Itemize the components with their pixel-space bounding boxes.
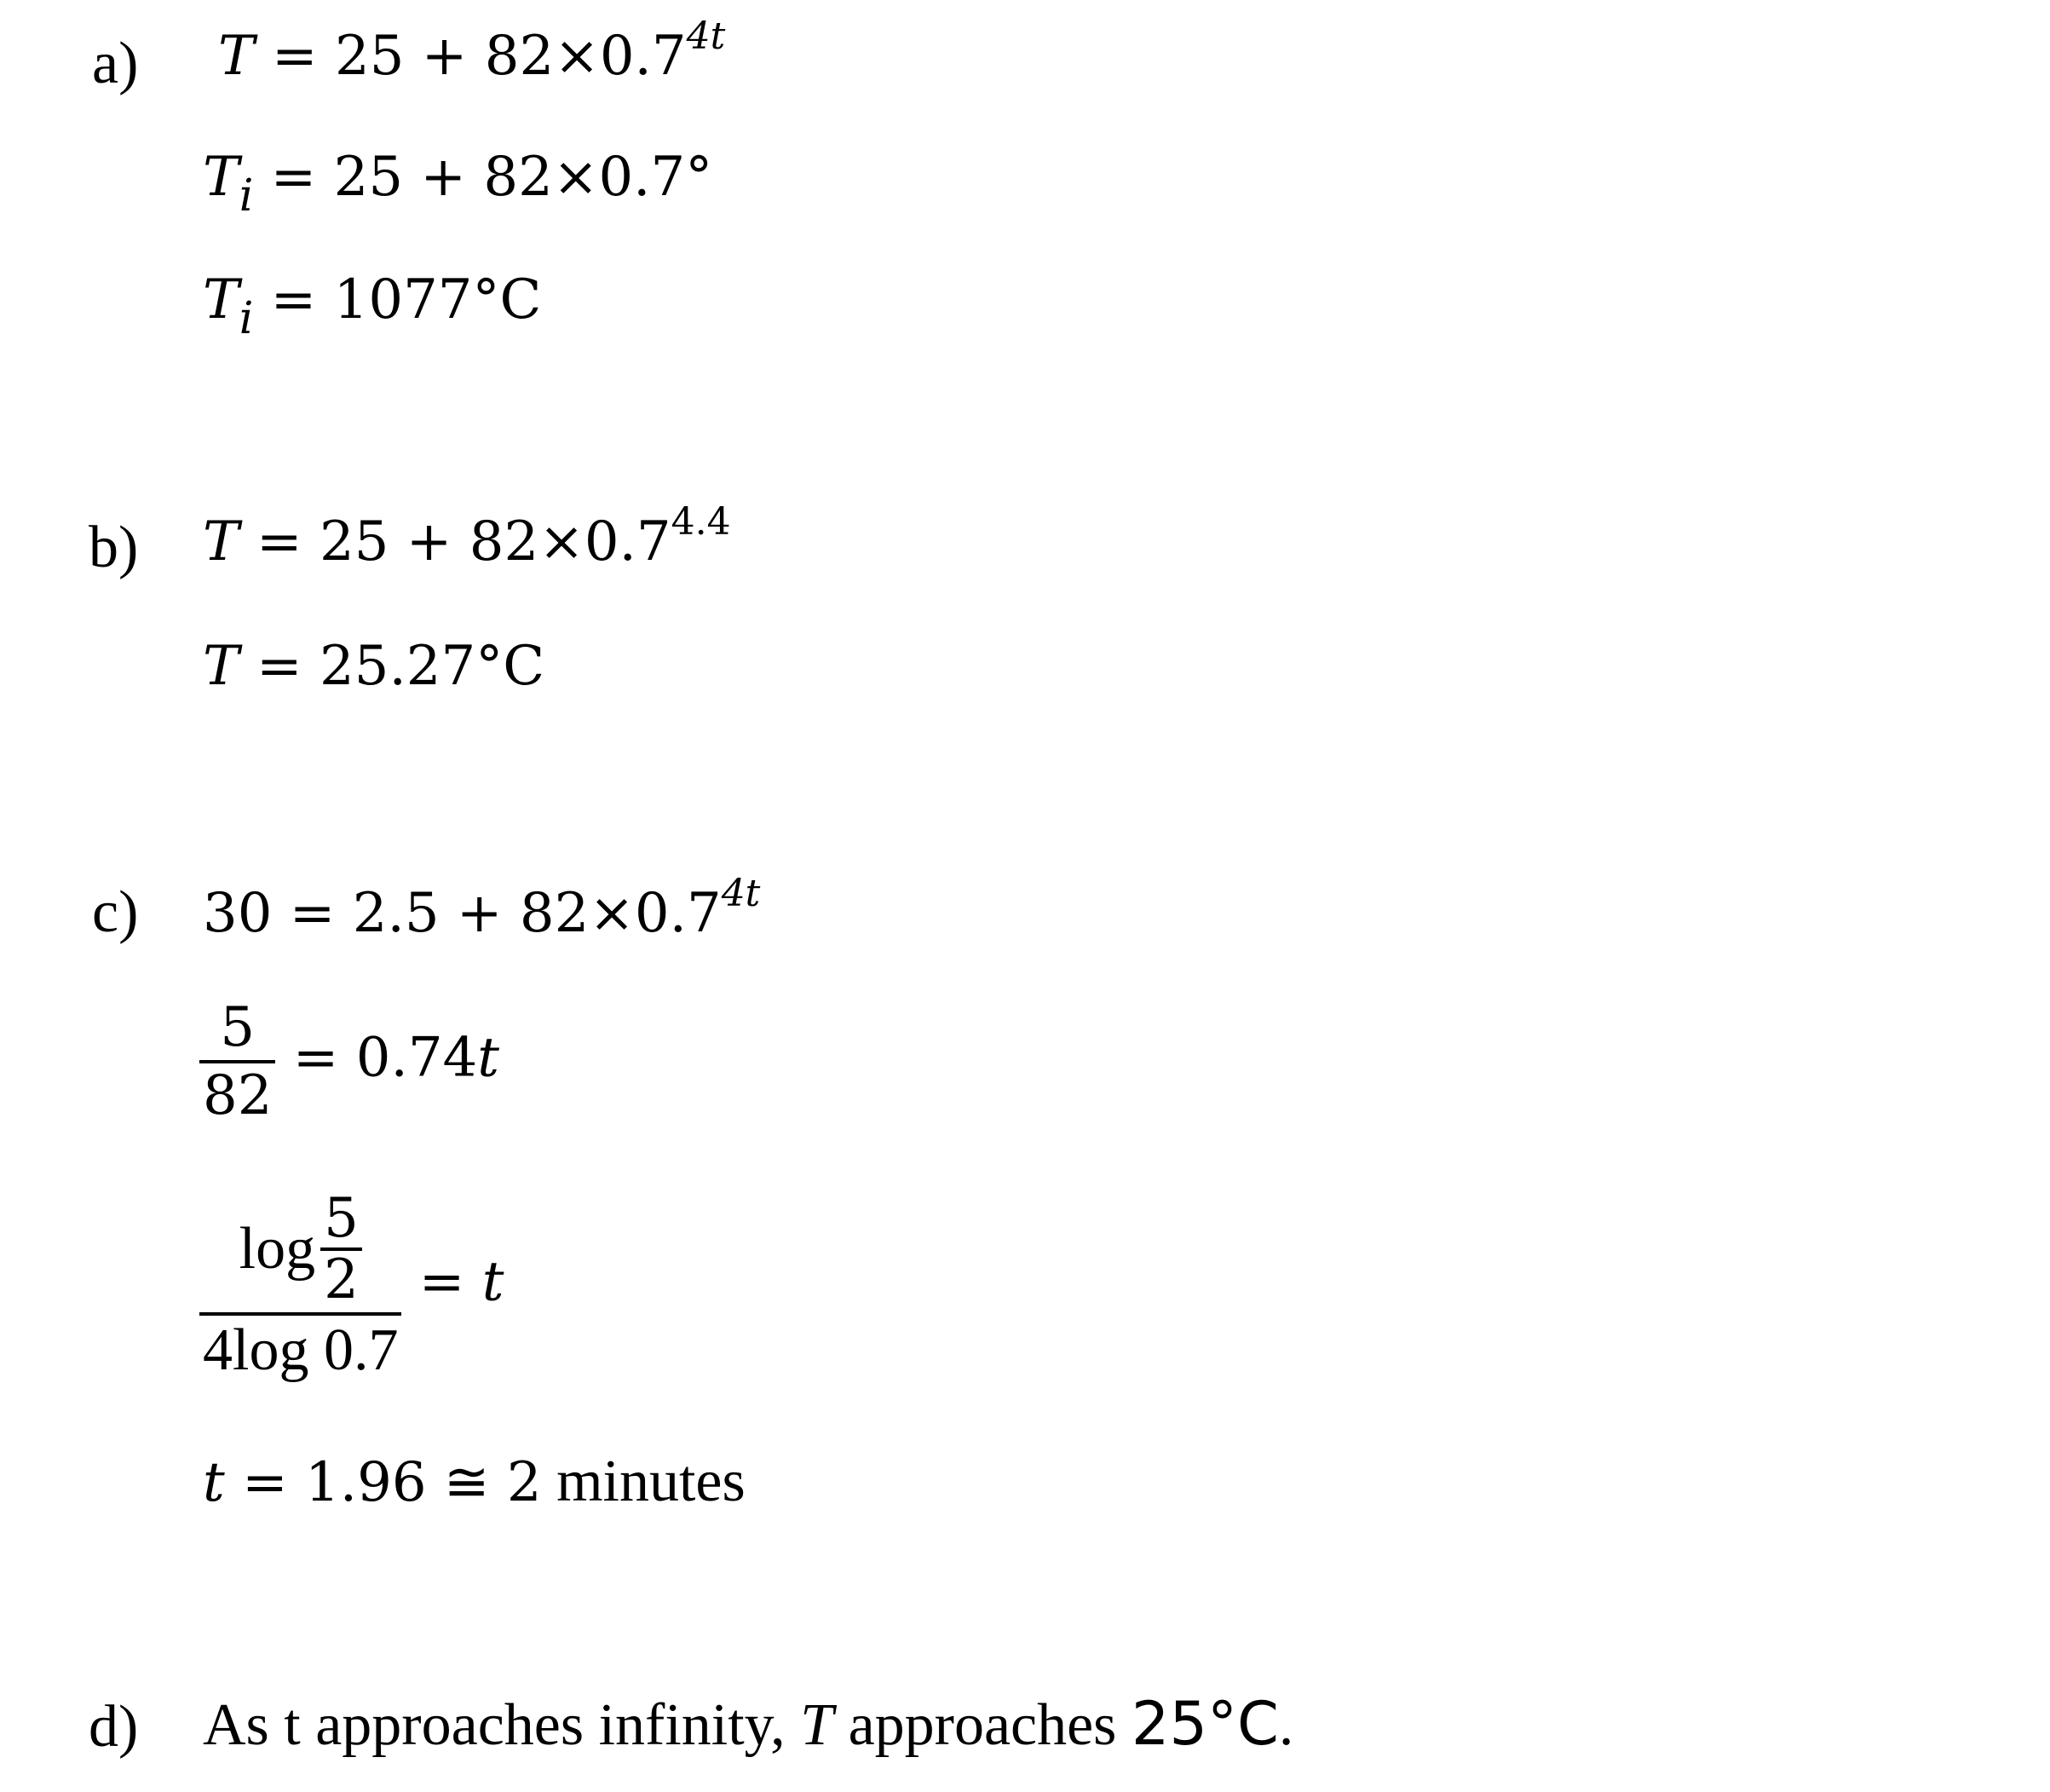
limit-value: 25°C — [1131, 1689, 1279, 1759]
fraction-log-over-4log — [199, 1187, 401, 1383]
rhs: = 0.74 — [275, 1026, 478, 1090]
statement-text-2: approaches — [833, 1692, 1132, 1758]
var-t: t — [477, 1026, 499, 1090]
part-b-label: b) — [89, 515, 139, 580]
part-b-equation-1 — [203, 500, 731, 573]
expr: = 25.27°C — [239, 635, 545, 698]
subscript-i: i — [239, 170, 254, 222]
part-a-label: a) — [92, 31, 139, 96]
denominator: 82 — [203, 1064, 273, 1127]
var-t: t — [481, 1250, 504, 1314]
log-text: log — [239, 1216, 316, 1282]
exponent: 4t — [721, 872, 761, 915]
expr: = 25 + 82×0.7 — [239, 510, 671, 573]
exponent: 4.4 — [671, 500, 731, 544]
numerator — [236, 1187, 366, 1311]
part-a-equation-1 — [218, 14, 726, 88]
expr: 30 = 2.5 + 82×0.7 — [203, 882, 722, 945]
exponent: 4t — [686, 14, 726, 58]
part-c-equation-2 — [199, 996, 499, 1127]
var-T: T — [203, 635, 239, 698]
subscript-i: i — [239, 293, 254, 344]
var-T: T — [218, 25, 255, 88]
part-c-equation-1 — [203, 872, 761, 945]
part-a-equation-3 — [203, 268, 542, 344]
fraction-5-over-82 — [199, 996, 275, 1127]
var-T: T — [203, 268, 239, 331]
denominator: 4log 0.7 — [203, 1317, 399, 1383]
expr: = 25 + 82×0.7° — [253, 146, 713, 209]
inner-numerator: 5 — [324, 1187, 359, 1250]
part-c-label: c) — [92, 879, 139, 945]
fraction-bar — [199, 1060, 275, 1063]
part-d-label: d) — [89, 1694, 139, 1760]
part-a-equation-2 — [203, 146, 713, 222]
part-d-statement — [203, 1689, 1294, 1759]
rhs: = — [401, 1250, 482, 1314]
expr: = 1.96 ≅ 2 — [224, 1451, 542, 1514]
expr: = 1077°C — [253, 268, 542, 331]
fraction-bar — [199, 1312, 401, 1316]
numerator: 5 — [220, 996, 256, 1059]
part-c-equation-4 — [203, 1449, 746, 1514]
inner-denominator: 2 — [324, 1248, 359, 1311]
statement-end: . — [1278, 1692, 1294, 1758]
var-T: T — [203, 146, 239, 209]
var-T: T — [203, 510, 239, 573]
unit-text: minutes — [541, 1449, 746, 1514]
expr: = 25 + 82×0.7 — [254, 25, 687, 88]
part-b-equation-2 — [203, 635, 545, 698]
var-T: T — [800, 1692, 834, 1758]
var-t: t — [203, 1451, 225, 1514]
inner-fraction-5-over-2 — [320, 1187, 362, 1311]
statement-text-1: As t approaches infinity, — [203, 1692, 801, 1758]
part-c-equation-3 — [199, 1187, 504, 1383]
